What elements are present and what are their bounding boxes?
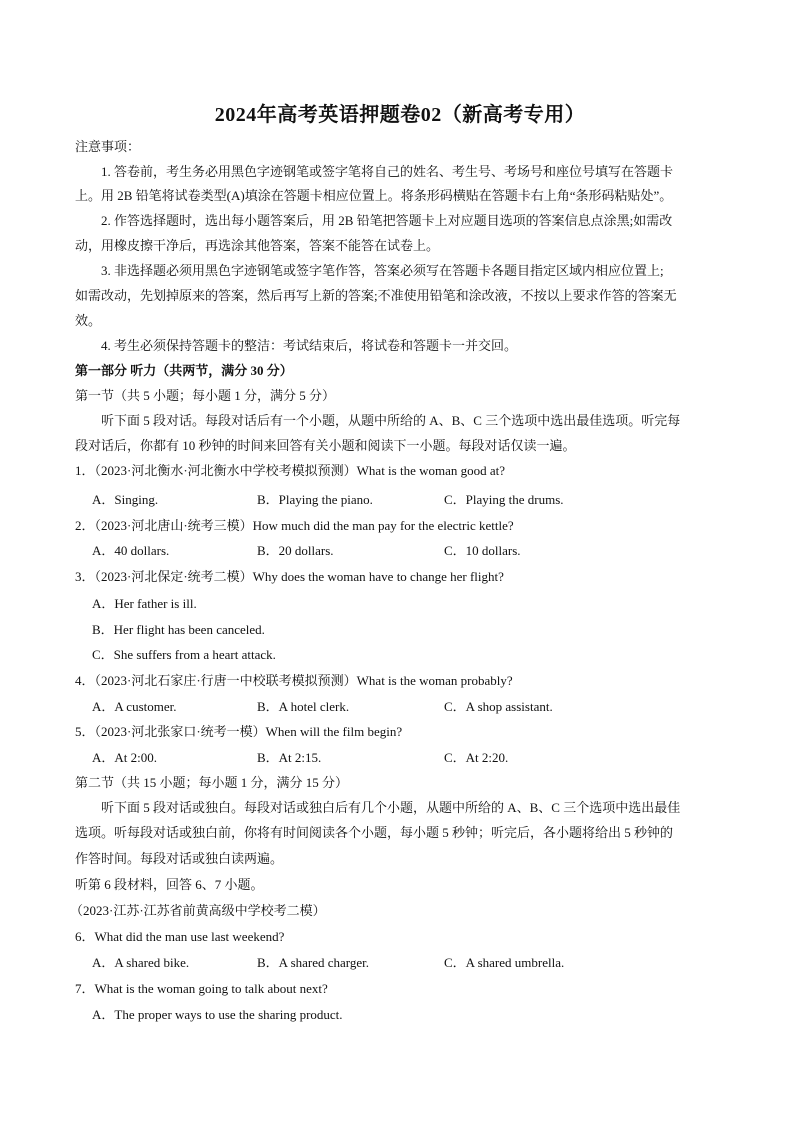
option-a: A．A customer.: [92, 699, 177, 714]
section2-instruction: 作答时间。每段对话或独白读两遍。: [75, 851, 284, 866]
question-stem: 2．（2023·河北唐山·统考三模）How much did the man pay for the electric kettle?: [75, 518, 514, 533]
notice-line: 如需改动，先划掉原来的答案，然后再写上新的答案;不准使用铅笔和涂改液，不按以上要求作答的答案无: [75, 288, 677, 303]
section2-instruction: 听下面 5 段对话或独白。每段对话或独白后有几个小题，从题中所给的 A、B、C 三个选项中选出最佳: [101, 800, 681, 815]
option-row: [92, 595, 732, 613]
option-a: A．A shared bike.: [92, 955, 190, 970]
notice-line: 动，用橡皮擦干净后，再选涂其他答案，答案不能答在试卷上。: [75, 238, 440, 253]
option-row: [92, 749, 732, 767]
option-b: B．A shared charger.: [257, 955, 370, 970]
question-stem: 1．（2023·河北衡水·河北衡水中学校考模拟预测）What is the woman good at?: [75, 463, 506, 478]
section1-instruction: 段对话后，你都有 10 秒钟的时间来回答有关小题和阅读下一小题。每段对话仅读一遍。: [75, 438, 576, 453]
option-c: C．At 2:20.: [444, 750, 509, 765]
notice-line: 1. 答卷前，考生务必用黑色字迹钢笔或签字笔将自己的姓名、考生号、考场号和座位号填写在答题卡: [101, 164, 674, 179]
question-stem: 4．（2023·河北石家庄·行唐一中校联考模拟预测）What is the woman probably?: [75, 673, 513, 688]
option-c: C．Playing the drums.: [444, 492, 564, 507]
option-b: B．A hotel clerk.: [257, 699, 350, 714]
section2-heading: 第二节（共 15 小题；每小题 1 分，满分 15 分）: [75, 775, 349, 790]
question-stem: 3．（2023·河北保定·统考二模）Why does the woman have to change her flight?: [75, 569, 504, 584]
option-c: C．She suffers from a heart attack.: [92, 647, 276, 662]
option-a: A．Singing.: [92, 492, 159, 507]
part1-heading: 第一部分 听力（共两节，满分 30 分）: [75, 363, 293, 378]
option-a: A．40 dollars.: [92, 543, 170, 558]
option-row: [92, 542, 732, 560]
option-row: [92, 1006, 732, 1024]
option-row: [92, 698, 732, 716]
option-row: [92, 954, 732, 972]
option-c: C．A shared umbrella.: [444, 955, 565, 970]
question-stem: 6．What did the man use last weekend?: [75, 929, 285, 944]
section2-instruction: 选项。听每段对话或独白前，你将有时间阅读各个小题，每小题 5 秒钟；听完后，各小题将给出 5 秒钟的: [75, 825, 674, 840]
section1-heading: 第一节（共 5 小题；每小题 1 分，满分 5 分）: [75, 388, 336, 403]
option-row: [92, 491, 732, 509]
option-row: [92, 646, 732, 664]
notice-line: 2. 作答选择题时，选出每小题答案后，用 2B 铅笔把答题卡上对应题目选项的答案信息点涂黑;如需改: [101, 213, 673, 228]
question-source: （2023·江苏·江苏省前黄高级中学校考二模）: [70, 903, 326, 918]
option-c: C．A shop assistant.: [444, 699, 553, 714]
notice-line: 3. 非选择题必须用黑色字迹钢笔或签字笔作答，答案必须写在答题卡各题目指定区域内相应位置上;: [101, 263, 664, 278]
notice-line: 4. 考生必须保持答题卡的整洁：考试结束后，将试卷和答题卡一并交回。: [101, 338, 518, 353]
question-stem: 7．What is the woman going to talk about next?: [75, 981, 328, 996]
option-a: A．Her father is ill.: [92, 596, 197, 611]
question-stem: 5．（2023·河北张家口·统考一模）When will the film begin?: [75, 724, 403, 739]
option-b: B．20 dollars.: [257, 543, 334, 558]
notice-line: 上。用 2B 铅笔将试卷类型(A)填涂在答题卡相应位置上。将条形码横贴在答题卡右上角“条形码粘贴处”。: [75, 188, 673, 203]
section1-instruction: 听下面 5 段对话。每段对话后有一个小题，从题中所给的 A、B、C 三个选项中选出最佳选项。听完每: [101, 413, 681, 428]
option-b: B．Her flight has been canceled.: [92, 622, 265, 637]
material-note: 听第 6 段材料，回答 6、7 小题。: [75, 877, 264, 892]
page-title: 2024年高考英语押题卷02（新高考专用）: [214, 104, 586, 126]
option-b: B．Playing the piano.: [257, 492, 373, 507]
notice-line: 效。: [75, 313, 102, 328]
option-b: B．At 2:15.: [257, 750, 322, 765]
option-a: A．The proper ways to use the sharing product.: [92, 1007, 343, 1022]
notice-heading: 注意事项：: [75, 139, 141, 154]
option-row: [92, 621, 732, 639]
option-c: C．10 dollars.: [444, 543, 521, 558]
option-a: A．At 2:00.: [92, 750, 158, 765]
